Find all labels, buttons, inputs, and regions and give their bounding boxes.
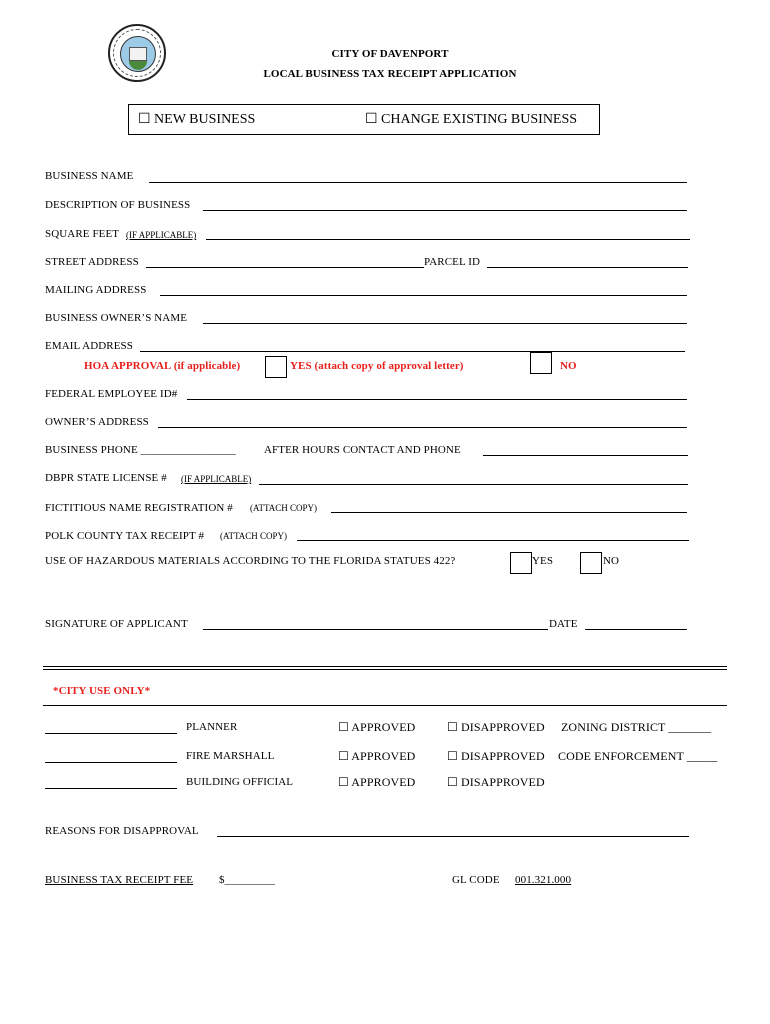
planner-label: PLANNER: [186, 721, 238, 733]
email-address-label: EMAIL ADDRESS: [45, 340, 133, 352]
owner-name-field[interactable]: [203, 323, 687, 324]
city-use-divider: [43, 705, 727, 706]
description-label: DESCRIPTION OF BUSINESS: [45, 199, 191, 211]
owner-name-label: BUSINESS OWNER’S NAME: [45, 312, 188, 324]
tax-receipt-fee-field[interactable]: $_________: [219, 874, 275, 886]
business-name-field[interactable]: [149, 182, 687, 183]
building-official-approved-checkbox[interactable]: ☐ APPROVED: [338, 775, 416, 789]
reasons-for-disapproval-label: REASONS FOR DISAPPROVAL: [45, 825, 199, 837]
dbpr-license-note: (IF APPLICABLE): [181, 474, 252, 484]
square-feet-field[interactable]: [206, 239, 690, 240]
parcel-id-label: PARCEL ID: [424, 256, 481, 268]
fire-marshall-approved-checkbox[interactable]: ☐ APPROVED: [338, 749, 416, 763]
dbpr-license-label: DBPR STATE LICENSE #: [45, 472, 167, 484]
planner-approved-checkbox[interactable]: ☐ APPROVED: [338, 720, 416, 734]
planner-disapproved-checkbox[interactable]: ☐ DISAPPROVED: [447, 720, 545, 734]
city-use-only-heading: *CITY USE ONLY*: [53, 685, 151, 697]
mailing-address-label: MAILING ADDRESS: [45, 284, 147, 296]
reasons-for-disapproval-field[interactable]: [217, 836, 689, 837]
hoa-yes-label: YES (attach copy of approval letter): [290, 360, 464, 372]
hazardous-yes-checkbox[interactable]: [510, 552, 532, 574]
code-enforcement-field[interactable]: CODE ENFORCEMENT _____: [558, 749, 718, 763]
parcel-id-field[interactable]: [487, 267, 688, 268]
polk-county-receipt-label: POLK COUNTY TAX RECEIPT #: [45, 530, 205, 542]
fire-marshall-signature-field[interactable]: [45, 762, 177, 763]
fictitious-name-field[interactable]: [331, 512, 687, 513]
hoa-no-checkbox[interactable]: [530, 352, 552, 374]
fire-marshall-label: FIRE MARSHALL: [186, 750, 275, 762]
business-name-label: BUSINESS NAME: [45, 170, 134, 182]
square-feet-note: (IF APPLICABLE): [126, 230, 197, 240]
gl-code-label: GL CODE: [452, 874, 500, 886]
federal-id-field[interactable]: [187, 399, 687, 400]
section-divider-top: [43, 666, 727, 667]
business-phone-label: BUSINESS PHONE _________________: [45, 444, 236, 456]
hazardous-materials-label: USE OF HAZARDOUS MATERIALS ACCORDING TO THE FLORIDA STATUES 422?: [45, 555, 456, 567]
section-divider-bottom: [43, 669, 727, 670]
hazardous-yes-label: YES: [532, 555, 554, 567]
fictitious-name-note: (ATTACH COPY): [250, 503, 318, 513]
federal-id-label: FEDERAL EMPLOYEE ID#: [45, 388, 178, 400]
street-address-label: STREET ADDRESS: [45, 256, 139, 268]
street-address-field[interactable]: [146, 267, 424, 268]
hazardous-no-label: NO: [603, 555, 620, 567]
signature-field[interactable]: [203, 629, 548, 630]
fire-marshall-disapproved-checkbox[interactable]: ☐ DISAPPROVED: [447, 749, 545, 763]
after-hours-field[interactable]: [483, 455, 688, 456]
square-feet-label: SQUARE FEET: [45, 228, 120, 240]
polk-county-receipt-note: (ATTACH COPY): [220, 531, 288, 541]
building-official-signature-field[interactable]: [45, 788, 177, 789]
email-address-field[interactable]: [140, 351, 685, 352]
date-label: DATE: [549, 618, 578, 630]
zoning-district-field[interactable]: ZONING DISTRICT _______: [561, 720, 712, 734]
building-official-disapproved-checkbox[interactable]: ☐ DISAPPROVED: [447, 775, 545, 789]
hazardous-no-checkbox[interactable]: [580, 552, 602, 574]
building-official-label: BUILDING OFFICIAL: [186, 776, 294, 788]
mailing-address-field[interactable]: [160, 295, 687, 296]
fictitious-name-label: FICTITIOUS NAME REGISTRATION #: [45, 502, 233, 514]
hoa-approval-label: HOA APPROVAL (if applicable): [84, 360, 241, 372]
owner-address-label: OWNER’S ADDRESS: [45, 416, 149, 428]
dbpr-license-field[interactable]: [259, 484, 688, 485]
change-existing-business-checkbox[interactable]: ☐ CHANGE EXISTING BUSINESS: [365, 112, 578, 127]
header-title: LOCAL BUSINESS TAX RECEIPT APPLICATION: [263, 68, 517, 80]
new-business-checkbox[interactable]: ☐ NEW BUSINESS: [138, 112, 256, 127]
date-field[interactable]: [585, 629, 687, 630]
hoa-no-label: NO: [560, 360, 577, 372]
planner-signature-field[interactable]: [45, 733, 177, 734]
owner-address-field[interactable]: [158, 427, 687, 428]
signature-label: SIGNATURE OF APPLICANT: [45, 618, 188, 630]
tax-receipt-fee-label: BUSINESS TAX RECEIPT FEE: [45, 874, 194, 886]
description-field[interactable]: [203, 210, 687, 211]
gl-code-value: 001.321.000: [515, 874, 572, 886]
header-city: CITY OF DAVENPORT: [331, 48, 449, 60]
hoa-yes-checkbox[interactable]: [265, 356, 287, 378]
polk-county-receipt-field[interactable]: [297, 540, 689, 541]
after-hours-label: AFTER HOURS CONTACT AND PHONE: [264, 444, 461, 456]
